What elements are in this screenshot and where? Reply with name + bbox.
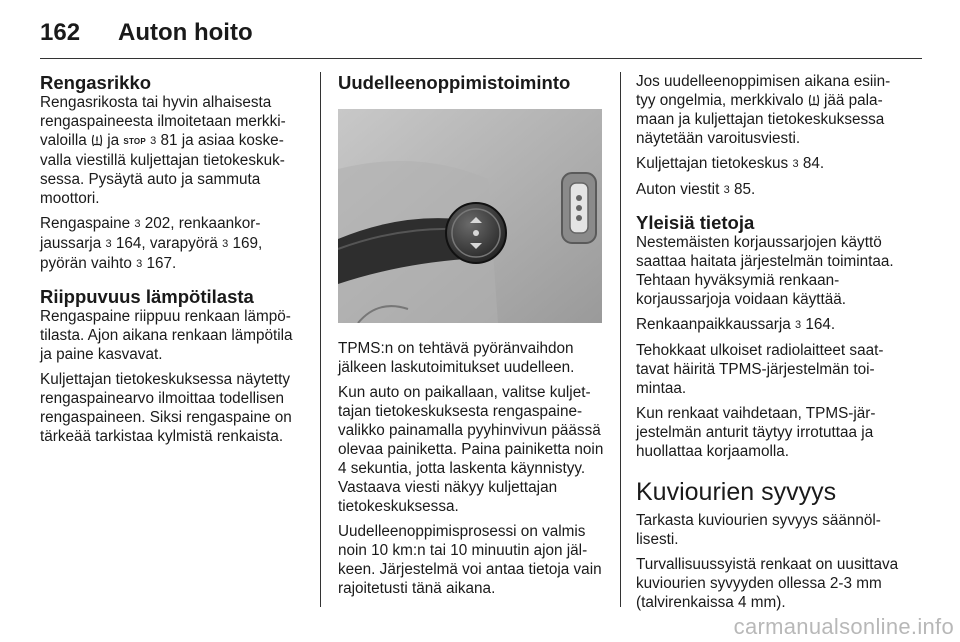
text: Auton viestit	[636, 181, 724, 198]
page-number: 162	[40, 19, 81, 46]
section-title-kuviourien-syvyys: Kuviourien syvyys	[636, 478, 837, 506]
tire-pressure-warning-icon	[91, 134, 103, 147]
paragraph	[636, 72, 904, 148]
paragraph: Turvallisuussyistä renkaat on uusittava kuviourien syvyyden ollessa 2-3 mm (talvirenkaissa 4 mm).	[636, 556, 899, 611]
text: Rengasrikosta tai hyvin alhaisesta rengaspaineesta ilmoitetaan merkkivaloilla	[40, 94, 286, 149]
paragraph: Kun auto on paikallaan, valitse kuljettajan tietokeskuksesta rengaspainevalikko painamalla pyyhinvivun päässä olevaa painiketta. Paina painiketta noin 4 sekuntia, jotta laskenta käynnistyy. Vastaava viesti näkyy kuljettajan tietokeskuksessa.	[338, 384, 604, 515]
tire-pressure-warning-icon	[808, 94, 820, 107]
text: jää palamaan ja kuljettajan tietokeskuksessa näytetään varoitusviesti.	[636, 92, 885, 147]
reference-arrow-icon: 3	[222, 238, 229, 250]
section-title-uudelleenoppimistoiminto: Uudelleenoppimistoiminto	[338, 72, 571, 93]
text: ja	[103, 132, 124, 149]
text: 169, pyörän vaihto	[40, 235, 263, 272]
text: Renkaanpaikkaussarja	[636, 316, 796, 333]
text: 81 ja asiaa koskevalla viestillä kuljettajan tietokeskuksessa. Pysäytä auto ja sammuta moottori.	[40, 132, 285, 207]
reference-arrow-icon: 3	[136, 258, 143, 270]
text: 167.	[142, 255, 177, 272]
reference-arrow-icon: 3	[150, 135, 157, 147]
text: 164, varapyörä	[111, 235, 223, 252]
wiper-lever-button-illustration	[338, 109, 602, 323]
paragraph	[636, 315, 904, 335]
text: 85.	[729, 181, 756, 198]
reference-arrow-icon: 3	[723, 184, 730, 196]
text: Jos uudelleenoppimisen aikana esiintyy ongelmia, merkkivalo	[636, 73, 891, 109]
text: 84.	[798, 155, 825, 172]
reference-arrow-icon: 3	[795, 319, 802, 331]
paragraph: Nestemäisten korjaussarjojen käyttö saattaa haitata järjestelmän toimintaa. Tehtaan hyväksymiä renkaankorjaussarjoja voidaan käyttää.	[636, 234, 894, 308]
paragraph: Rengaspaine riippuu renkaan lämpötilasta. Ajon aikana renkaan lämpötila ja paine kasvavat.	[40, 308, 293, 363]
page-title: Auton hoito	[118, 19, 253, 46]
paragraph	[636, 154, 904, 174]
text: 164.	[801, 316, 836, 333]
paragraph: TPMS:n on tehtävä pyöränvaihdon jälkeen laskutoimitukset uudelleen.	[338, 340, 575, 376]
column-divider-2	[620, 72, 621, 607]
paragraph	[40, 214, 304, 274]
text: Kuljettajan tietokeskus	[636, 155, 793, 172]
watermark: carmanualsonline.info	[733, 614, 954, 639]
text: Rengaspaine	[40, 215, 135, 232]
column-divider-1	[320, 72, 321, 607]
reference-arrow-icon: 3	[792, 158, 799, 170]
page-header	[40, 10, 920, 56]
paragraph: Kuljettajan tietokeskuksessa näytetty rengaspainearvo ilmoittaa todellisen rengaspaineen. Siksi rengaspaine on tärkeää tarkistaa kylmistä renkaista.	[40, 371, 292, 445]
section-title-riippuvuus: Riippuvuus lämpötilasta	[40, 286, 254, 307]
reference-arrow-icon: 3	[134, 218, 141, 230]
paragraph	[636, 180, 904, 200]
column-2	[338, 72, 606, 604]
paragraph: Tehokkaat ulkoiset radiolaitteet saattavat häiritä TPMS-järjestelmän toimintaa.	[636, 342, 884, 397]
text: 202, renkaankorjaussarja	[40, 215, 261, 252]
section-title-yleisia-tietoja: Yleisiä tietoja	[636, 212, 755, 233]
reference-arrow-icon: 3	[105, 238, 112, 250]
paragraph	[40, 93, 304, 208]
column-3	[636, 72, 904, 618]
column-1	[40, 72, 304, 452]
paragraph: Kun renkaat vaihdetaan, TPMS-järjestelmän anturit täytyy irrotuttaa ja huollattaa korjaamolla.	[636, 405, 876, 460]
section-title-rengasrikko: Rengasrikko	[40, 72, 152, 93]
paragraph: Uudelleenoppimisprosessi on valmis noin 10 km:n tai 10 minuutin ajon jälkeen. Järjestelmä voi antaa tietoja vain rajoitetusti tänä aikana.	[338, 523, 602, 597]
header-divider	[40, 58, 922, 59]
stop-icon: STOP	[123, 137, 146, 146]
paragraph: Tarkasta kuviourien syvyys säännöllisesti.	[636, 512, 881, 548]
